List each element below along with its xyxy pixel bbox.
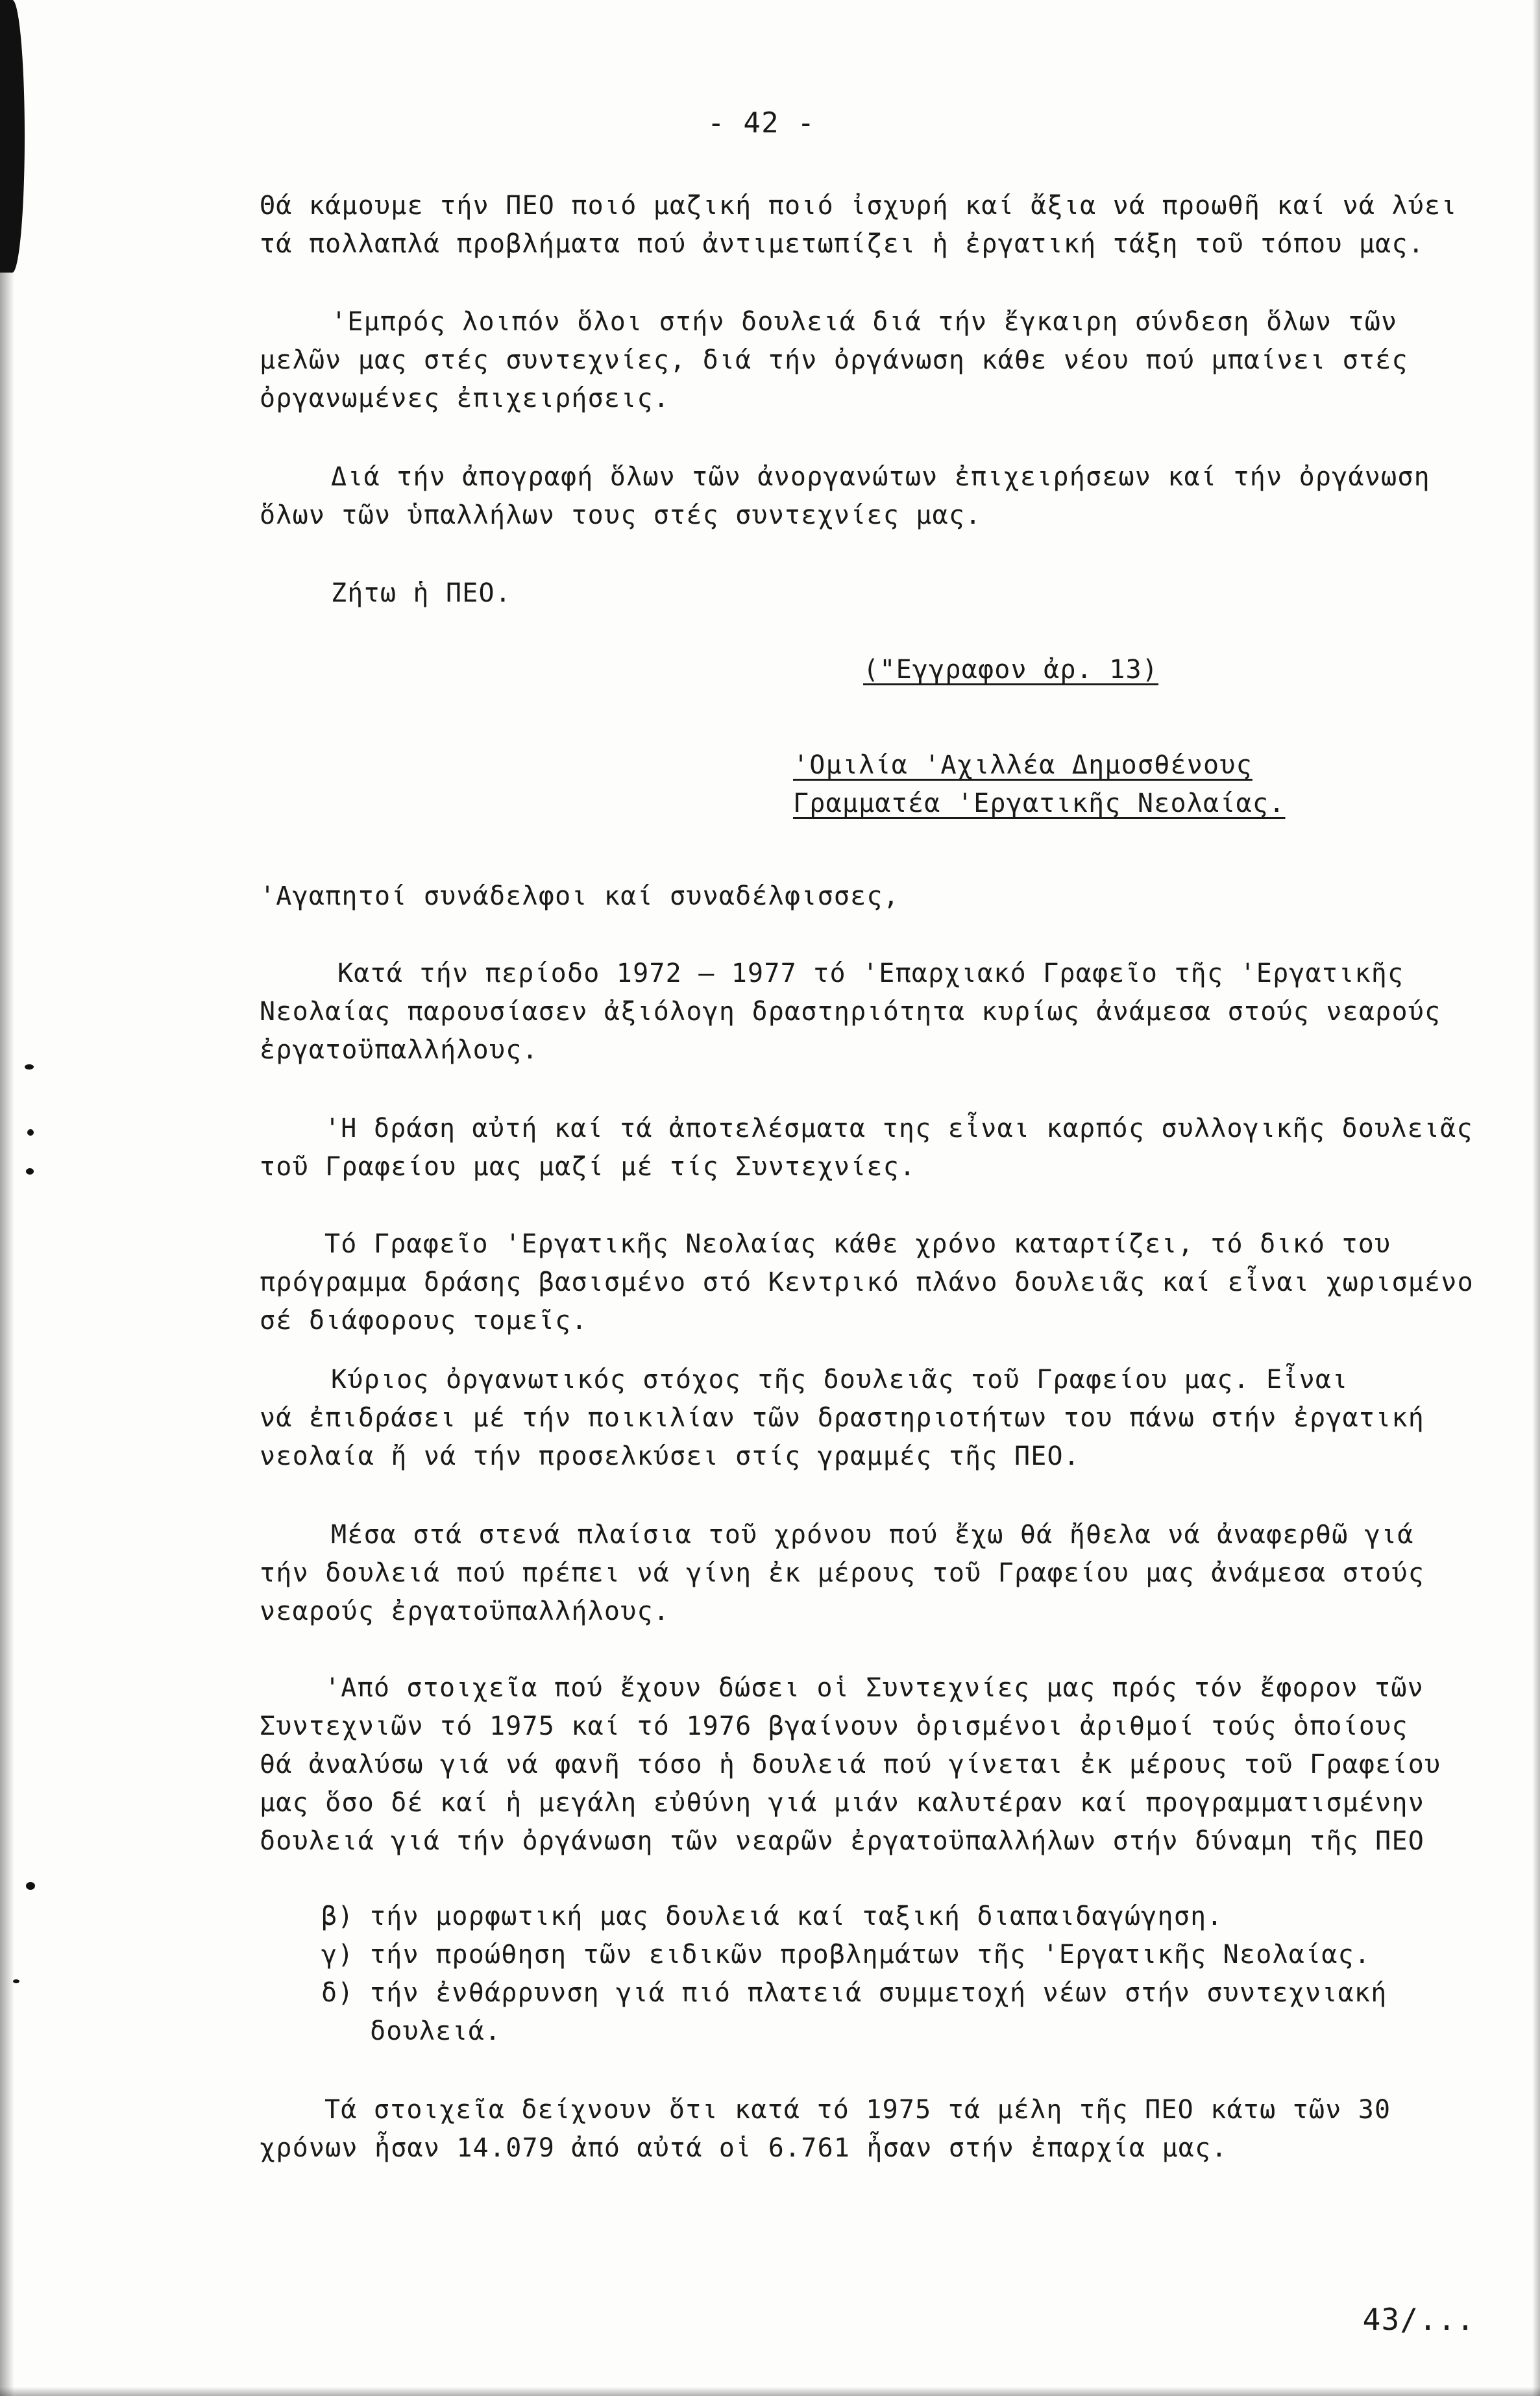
- list-item: [260, 1936, 1480, 1974]
- list-item: [260, 1898, 1480, 1936]
- body-paragraph-1: [260, 955, 1480, 1070]
- text-line: ὀργανωμένες ἐπιχειρήσεις.: [260, 384, 670, 413]
- text-line: πρόγραμμα δράσης βασισμένο στό Κεντρικό πλάνο δουλειᾶς καί εἶναι χωρισμένο: [260, 1267, 1474, 1297]
- speech-title-line-2: Γραμματέα 'Εργατικῆς Νεολαίας.: [793, 788, 1286, 818]
- text-line: μας ὅσο δέ καί ἡ μεγάλη εὐθύνη γιά μιάν καλυτέραν καί προγραμματισμένην: [260, 1788, 1425, 1818]
- intro-paragraph-1: [260, 187, 1480, 263]
- text-line: 'Εμπρός λοιπόν ὅλοι στήν δουλειά διά τήν ἔγκαιρη σύνδεση ὅλων τῶν: [331, 307, 1398, 337]
- text-line: 'Η δράση αὐτή καί τά ἀποτελέσματα της εἶναι καρπός συλλογικῆς δουλειᾶς: [324, 1114, 1473, 1143]
- scan-dot: [25, 1064, 34, 1070]
- body-paragraph-6: [260, 1669, 1480, 1861]
- text-line: νεαρούς ἐργατοϋπαλλήλους.: [260, 1596, 670, 1626]
- intro-paragraph-2: [260, 303, 1480, 418]
- scan-dot: [26, 1168, 34, 1175]
- text-line: θά ἀναλύσω γιά νά φανῆ τόσο ἡ δουλειά πού γίνεται ἐκ μέρους τοῦ Γραφείου: [260, 1750, 1441, 1779]
- text-line: σέ διάφορους τομεῖς.: [260, 1306, 588, 1336]
- body-paragraph-3: [260, 1225, 1480, 1340]
- scan-bottom-edge: [0, 2387, 1540, 2396]
- text-line: 'Από στοιχεῖα πού ἔχουν δώσει οἱ Συντεχνίες μας πρός τόν ἔφορον τῶν: [324, 1673, 1424, 1703]
- body-paragraph-4: [260, 1361, 1480, 1476]
- text-line: χρόνων ἦσαν 14.079 ἀπό αὐτά οἱ 6.761 ἦσαν στήν ἐπαρχία μας.: [260, 2133, 1228, 2163]
- list-marker: β): [321, 1901, 354, 1931]
- intro-paragraph-3: [260, 458, 1480, 535]
- list-marker: γ): [321, 1940, 354, 1970]
- list-marker: δ): [321, 1978, 354, 2008]
- text-line: δουλειά γιά τήν ὀργάνωση τῶν νεαρῶν ἐργατοϋπαλλήλων στήν δύναμη τῆς ΠΕΟ: [260, 1826, 1425, 1856]
- list-text: τήν ἐνθάρρυνση γιά πιό πλατειά συμμετοχή νέων στήν συντεχνιακή: [370, 1978, 1387, 2008]
- objectives-list: [260, 1898, 1480, 2051]
- speech-title-line-1: 'Ομιλία 'Αχιλλέα Δημοσθένους: [793, 750, 1253, 780]
- scan-dot: [26, 1882, 35, 1890]
- body-paragraph-2: [260, 1110, 1480, 1186]
- text-line: Ζήτω ἡ ΠΕΟ.: [331, 578, 512, 608]
- salutation: [260, 877, 1480, 916]
- text-line: 'Αγαπητοί συνάδελφοι καί συναδέλφισσες,: [260, 881, 899, 911]
- document-reference: ("Εγγραφον ἀρ. 13): [863, 655, 1159, 685]
- scan-left-edge: [0, 0, 14, 2396]
- scan-dot: [13, 1979, 19, 1983]
- text-line: Τά στοιχεῖα δείχνουν ὅτι κατά τό 1975 τά μέλη τῆς ΠΕΟ κάτω τῶν 30: [324, 2095, 1391, 2125]
- text-line: νεολαία ἤ νά τήν προσελκύσει στίς γραμμές τῆς ΠΕΟ.: [260, 1441, 1081, 1471]
- text-line: τοῦ Γραφείου μας μαζί μέ τίς Συντεχνίες.: [260, 1152, 916, 1182]
- text-line: νά ἐπιδράσει μέ τήν ποικιλίαν τῶν δραστηριοτήτων του πάνω στήν ἐργατική: [260, 1403, 1425, 1433]
- text-line: Συντεχνιῶν τό 1975 καί τό 1976 βγαίνουν ὁρισμένοι ἀριθμοί τούς ὁποίους: [260, 1711, 1408, 1741]
- list-text: δουλειά.: [370, 2016, 502, 2046]
- text-line: μελῶν μας στές συντεχνίες, διά τήν ὀργάνωση κάθε νέου πού μπαίνει στές: [260, 345, 1408, 375]
- page-number: - 42 -: [707, 106, 816, 140]
- text-line: Μέσα στά στενά πλαίσια τοῦ χρόνου πού ἔχω θά ἤθελα νά ἀναφερθῶ γιά: [331, 1520, 1414, 1550]
- scan-right-edge: [1532, 0, 1540, 2396]
- text-line: Τό Γραφεῖο 'Εργατικῆς Νεολαίας κάθε χρόνο καταρτίζει, τό δικό του: [324, 1229, 1391, 1259]
- text-line: Κύριος ὀργανωτικός στόχος τῆς δουλειᾶς τοῦ Γραφείου μας. Εἶναι: [331, 1365, 1349, 1395]
- text-line: ὅλων τῶν ὑπαλλήλων τους στές συντεχνίες μας.: [260, 500, 982, 530]
- list-text: τήν μορφωτική μας δουλειά καί ταξική διαπαιδαγώγηση.: [370, 1901, 1223, 1931]
- text-line: Θά κάμουμε τήν ΠΕΟ ποιό μαζική ποιό ἰσχυρή καί ἄξια νά προωθῆ καί νά λύει: [260, 191, 1458, 221]
- list-item: [260, 1974, 1480, 2051]
- body-paragraph-5: [260, 1516, 1480, 1631]
- list-text: τήν προώθηση τῶν ειδικῶν προβλημάτων τῆς 'Εργατικῆς Νεολαίας.: [370, 1940, 1371, 1970]
- text-line: τήν δουλειά πού πρέπει νά γίνη ἐκ μέρους τοῦ Γραφείου μας ἀνάμεσα στούς: [260, 1558, 1425, 1588]
- scan-blot: [0, 0, 25, 273]
- text-line: ἐργατοϋπαλλήλους.: [260, 1035, 539, 1065]
- text-line: Διά τήν ἀπογραφή ὅλων τῶν ἀνοργανώτων ἐπιχειρήσεων καί τήν ὀργάνωση: [331, 462, 1430, 492]
- scan-dot: [27, 1129, 34, 1136]
- intro-paragraph-4: [260, 574, 1480, 613]
- final-paragraph: [260, 2091, 1480, 2168]
- text-line: Νεολαίας παρουσίασεν ἀξιόλογη δραστηριότητα κυρίως ἀνάμεσα στούς νεαρούς: [260, 997, 1441, 1027]
- text-line: Κατά τήν περίοδο 1972 – 1977 τό 'Επαρχιακό Γραφεῖο τῆς 'Εργατικῆς: [337, 959, 1404, 988]
- continuation-marker: 43/...: [1362, 2302, 1475, 2337]
- text-line: τά πολλαπλά προβλήματα πού ἀντιμετωπίζει ἡ ἐργατική τάξη τοῦ τόπου μας.: [260, 229, 1425, 259]
